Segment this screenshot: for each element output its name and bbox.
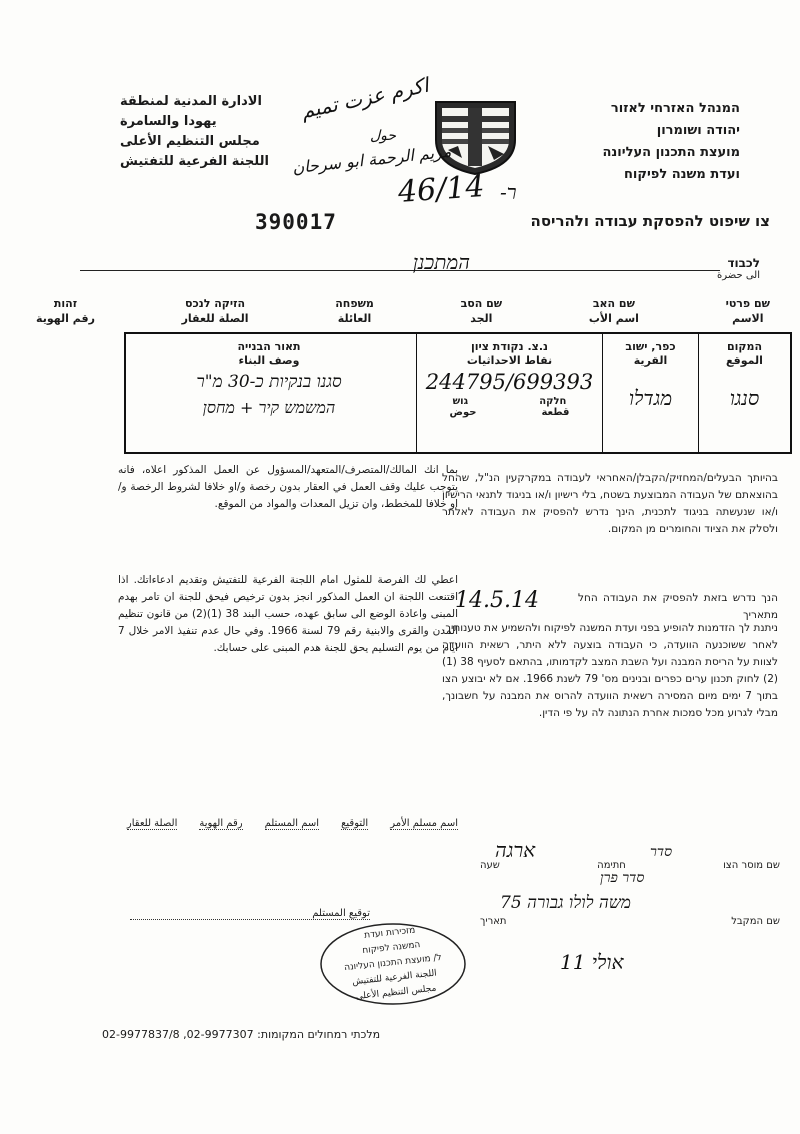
header-ar-line: يهودا والسامرة	[120, 114, 217, 129]
footer-contact: מלכתי רמחולים המקומות: 02-9977307, 02-9977837/8	[102, 1028, 381, 1041]
arabic-paragraph-1: بما انك المالك/المتصرف/المتعهد/المسؤول عن العمل المذكور اعلاه، فانه يتوجب عليك وقف العمل في العقار بدون رخصة و/او خلافا لشروط الرخصة و/او خلافا للمخطط، وان تزيل المعدات والمواد من الموقع.	[118, 464, 458, 510]
signature-handwritten-1: ארגה	[495, 838, 536, 862]
header-ar-line: اللجنة الفرعية للتفتيش	[120, 154, 269, 169]
field-grandfather-name: שם הסב الجد	[460, 297, 503, 325]
hebrew-paragraph-3: ניתנת לך הזדמנות להופיע בפני ועדת המשנה לפיקוח ולהשמיע את טענותיך. לאחר ששוכנעה הוועדה, כי העבודה בוצעה ללא היתר, רשאית הוועדה לצוות על הריסת המבנה ועל השבת המצב לקדמותו, בהתאם לסעיף 38 (1)(2) לחוק תכנון ערים כפרים ובנינים מס' 79 לשנת 1966. אם לא יבוצע הצו בתוך 7 ימים מיום המסירה רשאית הוועדה להרוס את המבנה על חשבונך, מבלי לגרוע מכל סמכות אחרת הנתונה לה על פי הדין.	[442, 622, 779, 719]
header-hebrew	[520, 98, 740, 186]
field-father-name: שם האב اسم الأب	[588, 297, 639, 325]
header-he-line: מועצת התכנון העליונה	[602, 145, 740, 160]
header-ar-line: مجلس التنظيم الأعلى	[120, 134, 260, 149]
document-number: 390017	[255, 210, 337, 234]
box-col-locality: המקום الموقع סנגו	[698, 334, 790, 452]
arabic-recipient-sign-line: توقيع المستلم	[130, 908, 370, 920]
arabic-paragraph-2: اعطي لك الفرصة للمثول امام اللجنة الفرعية للتفتيش وتقديم ادعاءاتك. اذا اقتنعت اللجنة ان العمل المذكور انجز بدون ترخيص فيحق للجنة ان تامر بهدم المبنى واعادة الوضع الى سابق عهده، حسب البند 38 (1)(2) من قانون تنظيم المدن والقرى والابنية رقم 79 لسنة 1966. وفي حال عدم تنفيذ الامر خلال 7 ايام من يوم التسليم يحق للجنة هدم المبنى على حسابك.	[118, 574, 459, 654]
handwritten-place: مريم الرحمة ابو سرحان	[291, 141, 453, 178]
field-family: משפחה العائلة	[335, 297, 374, 325]
field-id: זהות رقم الهوية	[36, 297, 95, 325]
official-stamp	[318, 920, 468, 1008]
hebrew-signature-fields-2: שם המקבל תאריך	[480, 916, 780, 927]
header-he-line: יהודה ושומרון	[656, 123, 740, 138]
box-col-village: כפר, ישוב القرية מגדלו	[602, 334, 698, 452]
signature-handwritten-3: סדר פרן	[600, 870, 645, 886]
signature-handwritten-4: משה לולו גבורה 75	[500, 893, 631, 913]
box-col-description: תאור הבנייה وصف البناء סגנו בנקיות כ-30 מ"ר המשמש קיר + מחסן	[196, 340, 342, 417]
hebrew-signature-fields-1: שם מוסר הצו חתימה שעה	[480, 860, 780, 871]
field-relation: הזיקה לנכס الصلة للعقار	[181, 297, 249, 325]
hebrew-paragraph-2: הנך נדרש בזאת להפסיק את העבודה החל מתאריך	[578, 592, 778, 621]
hebrew-paragraph-1: בהיותך הבעלים/המחזיק/הקבלן/האחראי לעבודה במקרקעין הנ"ל, שהחל בהוצאתם של העבודה המבוצעת בשטח, בלי רישיון ו/או בניגוד לתנאי הרישיון ו/או שנעשתה בניגוד לתכנית, הינך נדרש להפסיק את העבודה לאלתר ולסלק את הציוד והחומרים מן המקום.	[442, 472, 778, 535]
handwritten-ref-number: 46/14	[396, 169, 486, 210]
property-details-box	[124, 332, 792, 454]
addressee-underline	[80, 270, 720, 271]
field-first-name: שם פרטי الاسم	[725, 297, 770, 325]
handwritten-ref-prefix: -ר	[500, 180, 517, 204]
signature-handwritten-5: אולי 11	[560, 950, 624, 974]
header-he-line: המנהל האזרחי לאזור	[610, 101, 740, 116]
handwritten-note: حول	[370, 128, 397, 144]
coat-of-arms-emblem	[428, 96, 523, 176]
to-label-ar: الى حضرة	[717, 270, 760, 281]
recipient-fields	[36, 296, 770, 332]
handwritten-name: اكرم عزت تميم	[298, 72, 431, 124]
header-ar-line: الادارة المدنية لمنطقة	[120, 94, 262, 109]
order-title: צו שיפוט להפסקת עבודה ולהריסה	[530, 212, 770, 230]
addressee-line	[40, 250, 760, 281]
to-label: לכבוד	[727, 256, 760, 270]
addressee-handwritten: המתכנן	[412, 250, 470, 274]
handwritten-date: 14.5.14	[455, 588, 539, 613]
box-col-coords: נ.צ. נקודת ציון نقاط الاحداثيات 244795/699393 גוש חלקה حوض قطعة	[416, 334, 602, 452]
header-he-line: ועדת משנה לפיקוח	[624, 167, 740, 182]
signature-handwritten-2: סדר	[650, 844, 673, 860]
stamp-text: מזכירות ועדת המשנה לפיקוח ל/ מועצת התכנון העליונה اللجنة الفرعية للتفتيش مجلس التنظيم الأعلى	[343, 925, 443, 1003]
arabic-signature-fields: اسم مسلم الأمر التوقيع اسم المستلم رقم الهوية الصلة للعقار	[126, 818, 458, 829]
